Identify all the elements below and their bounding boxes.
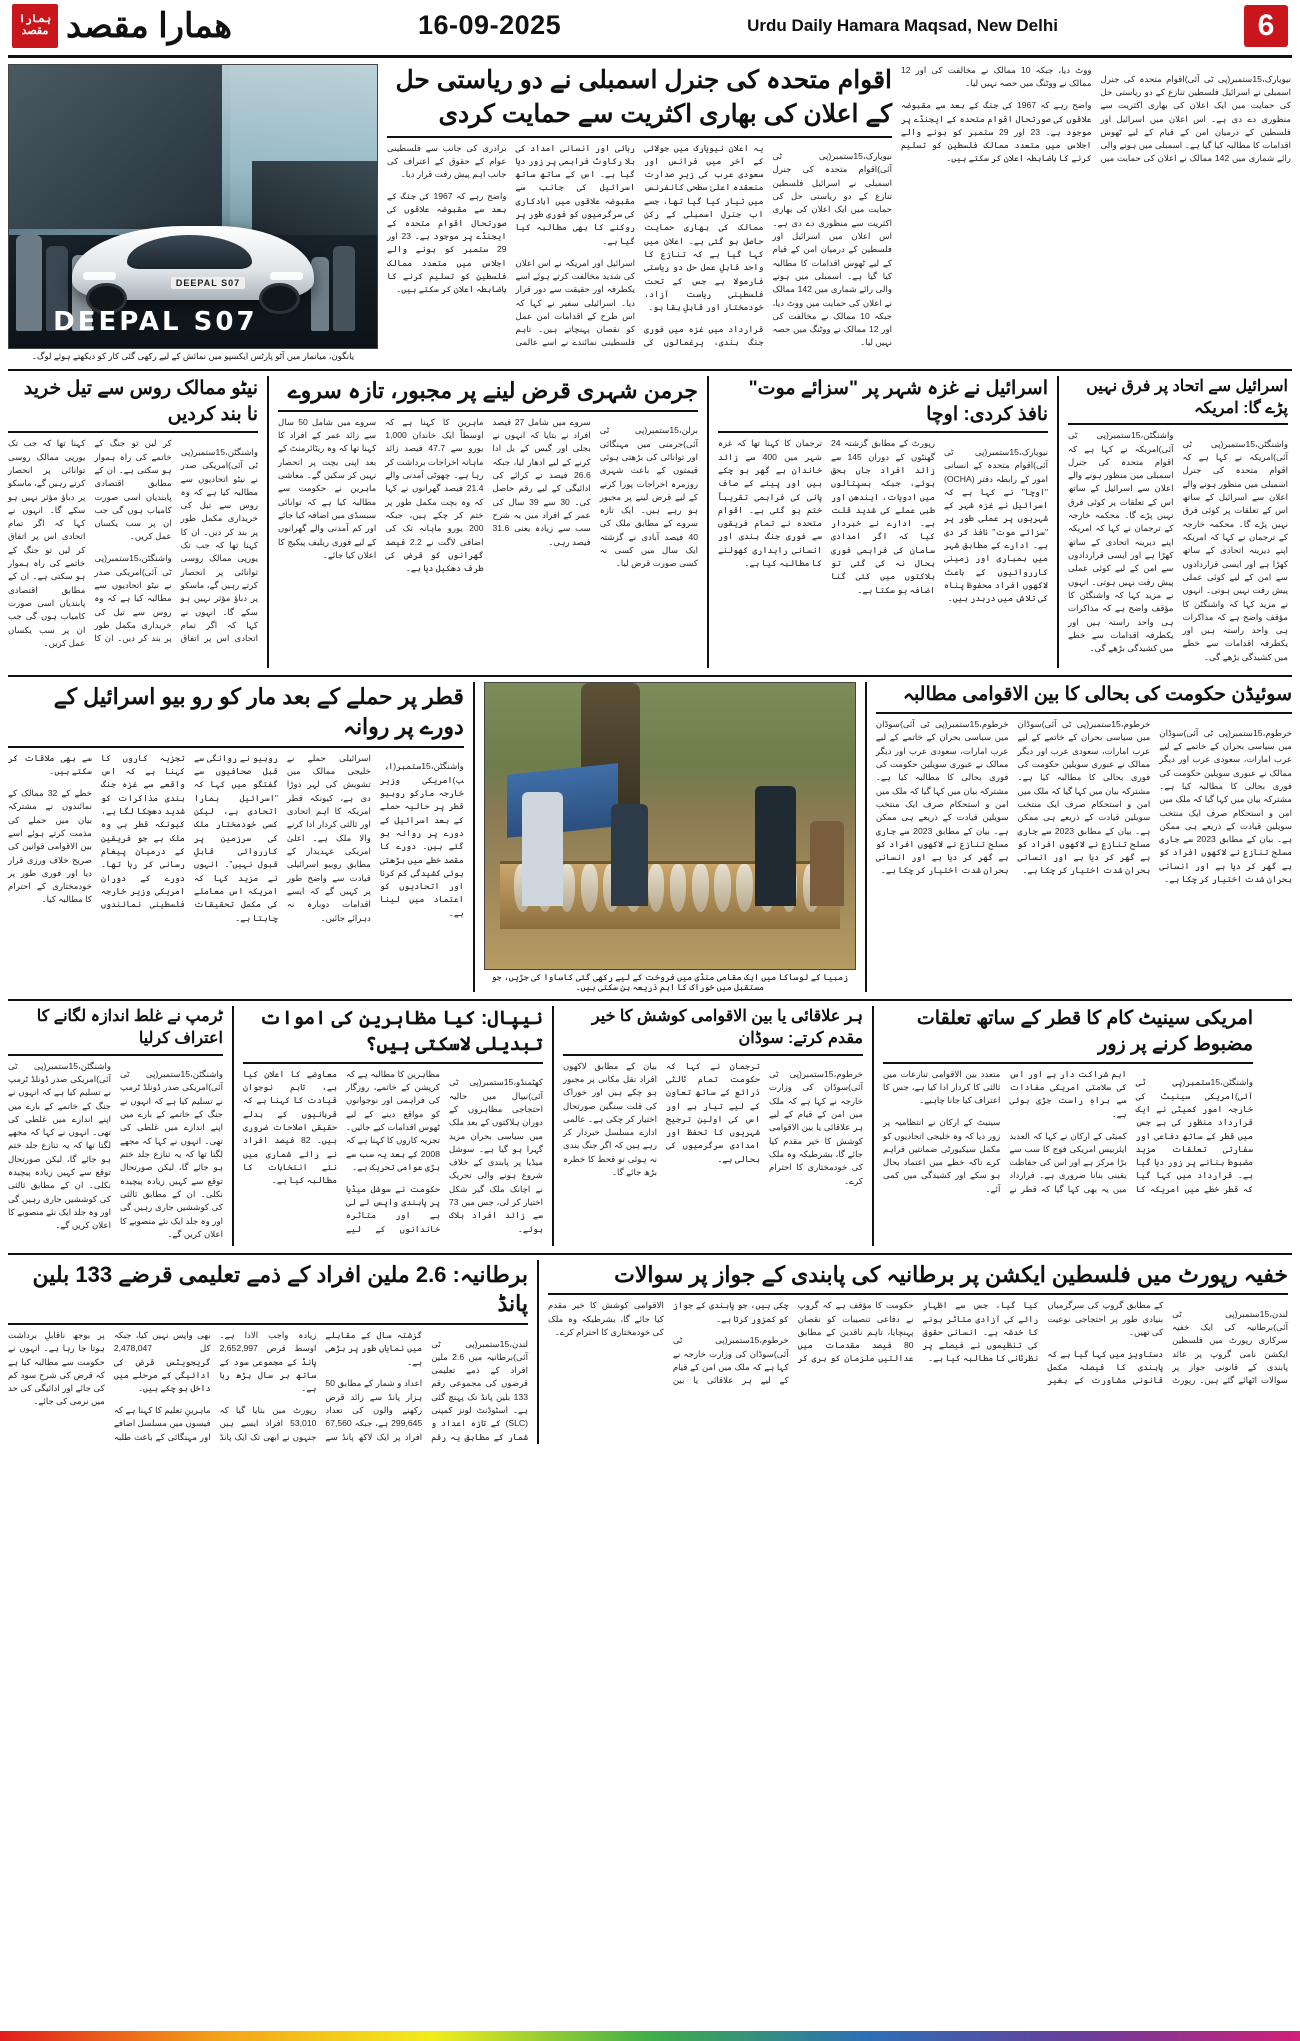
story-trump [8,1006,223,1245]
israel-us-headline: اسرائیل سے اتحاد پر فرق نہیں پڑے گا: امریکہ [1086,378,1288,417]
paragraph: لندن،15ستمبر(پی ٹی آئی)برطانیہ میں 2.6 ملین افراد کے ذمے تعلیمی قرضوں کی مجموعی رقم 133 بلین پانڈ تک پہنچ گئی ہے۔ اسٹوڈنٹ لونز کمپنی (SLC) کے تازہ اعداد و شمار کے مطابق یہ رقم گزشتہ سال کے مقابلے میں نمایاں طور پر بڑھی ہے۔ [325,1329,528,1442]
palestine-action-body [548,1299,1288,1387]
paragraph: اعداد و شمار کے مطابق 50 ہزار پانڈ سے زائد قرض رکھنے والوں کی تعداد 299,645 ہے، جبکہ 67,560 افراد پر ایک لاکھ پانڈ سے زیادہ واجب الادا ہے۔ اوسط قرض 2,652,997 پانڈ کے مجموعی سود کے ساتھ ہر سال بڑھ رہا ہے۔ [219,1329,423,1442]
paragraph: سروے میں شامل 27 فیصد افراد نے بتایا کہ انہوں نے بجلی اور گیس کے بل ادا کرنے کے لیے ادھار لیا، جبکہ 26.6 فیصد نے کرائے کی ادائیگی کے لیے رقم حاصل کی۔ 30 سے 39 سال کی عمر کے افراد میں یہ شرح سب سے زیادہ یعنی 31.6 فیصد رہی۔ [492,416,591,547]
sweden-body [876,718,1292,889]
paragraph: واشنگٹن،15ستمبر(پی ٹی آئی)امریکہ نے کہا ہے کہ اقوام متحدہ کی جنرل اسمبلی میں منظور ہونے والے اعلان سے اسرائیل کے ساتھ اس کے تعلقات پر کوئی فرق نہیں پڑے گا۔ محکمہ خارجہ کے ترجمان نے کہا کہ امریکہ اپنے دیرینہ اتحادی کے ساتھ کھڑا ہے اور ایسی قراردادوں سے امن کے لیے کوئی عملی پیش رفت نہیں ہوتی۔ انہوں نے مزید کہا کہ واشنگٹن کا مؤقف واضح ہے کہ مذاکرات ہی واحد راستہ ہیں اور یکطرفہ اقدامات سے خطے میں کشیدگی بڑھے گی۔ [1068,430,1174,654]
paragraph: خرطوم،15ستمبر(پی ٹی آئی)سوڈان میں سیاسی بحران کے خاتمے کے لیے عرب امارات، سعودی عرب اور دیگر ممالک نے عبوری سویلین حکومت کی فوری بحالی کا مطالبہ کیا ہے۔ مشترکہ بیان میں کہا گیا کہ ملک میں امن و استحکام صرف ایک منتخب سویلین قیادت کے ذریعے ہی ممکن ہے۔ بیان کے مطابق 2023 سے جاری مسلح تنازع نے لاکھوں افراد کو بے گھر کر دیا ہے اور انسانی بحران شدت اختیار کر چکا ہے۔ [875,719,1009,876]
paragraph: قرارداد میں غزہ میں فوری جنگ بندی، یرغمالوں کی رہائی اور انسانی امداد کی بلا رکاوٹ فراہمی پر زور دیا گیا ہے۔ اس کے ساتھ ساتھ اسرائیل کی جانب سے مقبوضہ علاقوں میں آبادکاری کی سرگرمیوں کو فوری طور پر روکنے کا بھی مطالبہ کیا گیا ہے۔ [515,142,764,348]
paragraph: واشنگٹن،15ستمبر(پی ٹی آئی)امریکی صدر نے نیٹو اتحادیوں سے مطالبہ کیا ہے کہ وہ روس سے تیل کی خریداری مکمل طور پر بند کر دیں۔ ان کا کہنا تھا کہ جب تک یورپی ممالک روسی توانائی پر انحصار کرتے رہیں گے، ماسکو پر دباؤ مؤثر نہیں ہو سکے گا۔ انہوں نے کہا کہ اگر تمام اتحادی اس پر اتفاق کر لیں تو جنگ کے خاتمے کی راہ ہموار ہو سکتی ہے۔ ان کے مطابق اقتصادی پابندیاں اسی صورت کامیاب ہوں گی جب ان پر سب یکساں عمل کریں۔ [94,438,258,644]
sweden-headline: سوئیڈن حکومت کی بحالی کا بین الاقوامی مطالبہ [902,684,1293,706]
lead-headline: اقوام متحدہ کی جنرل اسمبلی نے دو ریاستی حل کے اعلان کی بھاری اکثریت سے حمایت کردی [395,66,892,128]
paragraph: واشنگٹن،15ستمبر(ایپ)امریکی وزیر خارجہ مارکو روبیو قطر پر حالیہ حملے کے بعد اسرائیل کے دورے پر روانہ ہو گئے ہیں۔ دورے کا مقصد خطے میں بڑھتی ہوئی کشیدگی کم کرنا اور اتحادیوں کو اعتماد میں لینا ہے۔ [379,761,464,918]
masthead [8,0,1292,58]
lead-photo-column [8,64,378,362]
german-loans-body [278,416,698,576]
israel-us-body [1068,429,1288,668]
story-britain-loans [8,1260,528,1444]
paragraph: حکومت نے سوشل میڈیا پر پابندی واپس لے لی ہے اور متاثرہ خاندانوں کے لیے معاوضے کا اعلان کیا ہے، تاہم نوجوان قیادت کا کہنا ہے کہ قربانیوں کے بدلے حقیقی اصلاحات ضروری ہیں۔ 82 فیصد افراد نے رائے شماری میں نئے انتخابات کا مطالبہ کیا ہے۔ [243,1068,440,1234]
paragraph: یہ اعلان نیویارک میں جولائی کے آخر میں فرانس اور سعودی عرب کی زیرِ صدارت منعقدہ اعلیٰ سطحی کانفرنس میں تیار کیا گیا تھا، جسے اب جنرل اسمبلی کے رکن ممالک کی بھاری حمایت حاصل ہو گئی ہے۔ اعلان میں کہا گیا ہے کہ تنازع کا واحد قابلِ عمل حل دو ریاستی فارمولا ہے جس کے تحت فلسطینی ریاست آزاد، خودمختار اور قابلِ بقا ہو۔ [644,142,764,313]
paragraph: خرطوم،15ستمبر(پی ٹی آئی)سوڈان کی وزارت خارجہ نے کہا ہے کہ ملک میں امن کے قیام کے لیے ہر علاقائی یا بین الاقوامی کوشش کا خیر مقدم کیا جائے گا، بشرطیکہ وہ ملک کی خودمختاری کا احترام کرے۔ [769,1069,863,1186]
story-nato-oil [8,376,258,668]
story-sudan [563,1006,863,1245]
nato-oil-headline: نیٹو ممالک روس سے تیل خرید نا بند کردیں [23,378,258,425]
paragraph: رپورٹ میں بتایا گیا کہ 53,010 افراد ایسے ہیں جنہوں نے ابھی تک ایک پانڈ بھی واپس نہیں کیا، جبکہ کل 2,478,047 گریجویٹس قرض کی ادائیگی کے مرحلے میں داخل ہو چکے ہیں۔ [113,1329,317,1442]
trump-body [8,1060,223,1246]
lead-story [387,64,892,362]
story-sweden-un [876,682,1292,992]
story-israel-us [1068,376,1288,668]
qatar-headline: قطر پر حملے کے بعد مار کو رو بیو اسرائیل کے دورے پر روانہ [53,684,464,740]
nepal-headline: نیپال: کیا مظاہرین کی اموات تبدیلی لاسکتی ہیں؟ [259,1008,543,1056]
issue-date: 16-09-2025 [418,10,562,40]
car-plate: DEEPAL S07 [171,277,245,289]
paragraph: بیان کے مطابق لاکھوں افراد نقل مکانی پر مجبور ہو چکے ہیں اور خوراک کی قلت سنگین صورتحال اختیار کر چکی ہے۔ عالمی ادارے مسلسل خبردار کر رہے ہیں کہ اگر جنگ بندی نہ ہوئی تو قحط کا خطرہ بڑھ جائے گا۔ [563,1060,657,1178]
logo-wordmark: همارا مقصد [66,6,232,45]
us-senate-headline: امریکی سینیٹ کام کا قطر کے ساتھ تعلقات مضبوط کرنے پر زور [916,1008,1253,1056]
fourth-band [8,1006,1292,1245]
paragraph: نیویارک،15ستمبر(پی ٹی آئی)اقوام متحدہ کی جنرل اسمبلی نے اسرائیل فلسطین تنازع کے دو ریاستی حل کی حمایت میں ایک اعلان کی بھاری اکثریت سے منظوری دے دی ہے۔ اس اعلان میں اسرائیل اور فلسطین کے درمیان امن کے قیام کے لیے ٹھوس اقدامات کا مطالبہ کیا گیا ہے۔ اسمبلی میں ہونے والی رائے شماری میں 142 ممالک نے اعلان کی حمایت میں ووٹ دیا، جبکہ 10 ممالک نے مخالفت کی اور 12 ممالک نے ووٹنگ میں حصہ نہیں لیا۔ [901,65,1291,164]
paragraph: واشنگٹن،15ستمبر(پی ٹی آئی)امریکی صدر ڈونلڈ ٹرمپ نے تسلیم کیا ہے کہ انہوں نے جنگ کے خاتمے کے بارے میں اپنے اندازے میں غلطی کی تھی۔ انہوں نے کہا کہ مجھے لگتا تھا کہ یہ تنازع جلد ختم ہو جائے گا، لیکن صورتحال توقع سے کہیں زیادہ پیچیدہ نکلی۔ ان کے مطابق ثالثی کی کوششیں جاری رہیں گی اور وہ جلد ایک نئے منصوبے کا اعلان کریں گے۔ [120,1069,223,1239]
page-number: 6 [1244,5,1288,47]
paragraph: واشنگٹن،15ستمبر(پی ٹی آئی)امریکہ نے کہا ہے کہ اقوام متحدہ کی جنرل اسمبلی میں منظور ہونے والے اعلان سے اسرائیل کے ساتھ اس کے تعلقات پر کوئی فرق نہیں پڑے گا۔ محکمہ خارجہ کے ترجمان نے کہا کہ امریکہ اپنے دیرینہ اتحادی کے ساتھ کھڑا ہے اور ایسی قراردادوں سے امن کے لیے کوئی عملی پیش رفت نہیں ہوتی۔ انہوں نے مزید کہا کہ واشنگٹن کا مؤقف واضح ہے کہ مذاکرات ہی واحد راستہ ہیں اور یکطرفہ اقدامات سے خطے میں کشیدگی بڑھے گی۔ [1182,438,1288,662]
paragraph: حکومت کا مؤقف ہے کہ گروپ نے دفاعی تنصیبات کو نقصان پہنچایا، تاہم ناقدین کے مطابق 80 فیصد مقدمات میں عدالتیں ملزمان کو بری کر چکی ہیں، جو پابندی کے جواز کو کمزور کرتا ہے۔ [672,1300,914,1364]
story-us-senate-qatar [883,1006,1253,1245]
photo-market-caption: زمبیا کے لوساکا میں ایک مقامی منڈی میں فروخت کے لیے رکھی گئی کاساوا کی جڑیں، جو مستقبل میں خوراک کا اہم ذریعہ بن سکتی ہیں۔ [491,972,849,993]
paragraph: برلن،15ستمبر(پی ٹی آئی)جرمنی میں مہنگائی اور توانائی کی بڑھتی ہوئی قیمتوں کے باعث شہری روزمرہ اخراجات پورا کرنے کے لیے قرض لینے پر مجبور ہو رہے ہیں۔ ایک تازہ سروے کے مطابق ملک کی 40 فیصد آبادی نے گزشتہ ایک سال میں کسی نہ کسی صورت قرض لیا۔ [599,425,698,569]
paragraph: واضح رہے کہ 1967 کی جنگ کے بعد سے مقبوضہ علاقوں کی صورتحال اقوام متحدہ کے ایجنڈے پر موجود ہے۔ 23 اور 29 ستمبر کو ہونے والے اجلاس میں متعدد ممالک فلسطین کو تسلیم کرنے کا باضابطہ اعلان کر سکتے ہیں۔ [901,100,1092,164]
paragraph: ترجمان نے کہا کہ حکومت تمام ثالثی ذرائع کے ساتھ تعاون کے لیے تیار ہے اور اس کی اولین ترجیح شہریوں کا تحفظ اور امدادی سرگرمیوں کی بحالی ہے۔ [666,1060,760,1164]
paragraph: خرطوم،15ستمبر(پی ٹی آئی)سوڈان کی وزارت خارجہ نے کہا ہے کہ ملک میں امن کے قیام کے لیے ہر علاقائی یا بین الاقوامی کوشش کا خیر مقدم کیا جائے گا، بشرطیکہ وہ ملک کی خودمختاری کا احترام کرے۔ [548,1300,789,1386]
logo-badge-icon: ہمارا مقصد [12,4,58,48]
nato-oil-body [8,437,258,650]
paragraph: واشنگٹن،15ستمبر(پی ٹی آئی)امریکی صدر ڈونلڈ ٹرمپ نے تسلیم کیا ہے کہ انہوں نے جنگ کے خاتمے کے بارے میں اپنے اندازے میں غلطی کی تھی۔ انہوں نے کہا کہ مجھے لگتا تھا کہ یہ تنازع جلد ختم ہو جائے گا، لیکن صورتحال توقع سے کہیں زیادہ پیچیدہ نکلی۔ ان کے مطابق ثالثی کی کوششیں جاری رہیں گی اور وہ جلد ایک نئے منصوبے کا اعلان کریں گے۔ [8,1060,111,1231]
paragraph: واشنگٹن،15ستمبر(پی ٹی آئی)امریکی صدر نے نیٹو اتحادیوں سے مطالبہ کیا ہے کہ وہ روس سے تیل کی خریداری مکمل طور پر بند کر دیں۔ ان کا کہنا تھا کہ جب تک یورپی ممالک روسی توانائی پر انحصار کرتے رہیں گے، ماسکو پر دباؤ مؤثر نہیں ہو سکے گا۔ انہوں نے کہا کہ اگر تمام اتحادی اس پر اتفاق کر لیں تو جنگ کے خاتمے کی راہ ہموار ہو سکتی ہے۔ ان کے مطابق اقتصادی پابندیاں اسی صورت کامیاب ہوں گی جب ان پر سب یکساں عمل کریں۔ [8,438,172,648]
paragraph: نیویارک،15ستمبر(پی ٹی آئی)اقوام متحدہ کی جنرل اسمبلی نے اسرائیل فلسطین تنازع کے دو ریاستی حل کی حمایت میں ایک اعلان کی بھاری اکثریت سے منظوری دے دی ہے۔ اس اعلان میں اسرائیل اور فلسطین کے درمیان امن کے قیام کے لیے ٹھوس اقدامات کا مطالبہ کیا گیا ہے۔ اسمبلی میں ہونے والی رائے شماری میں 142 ممالک نے اعلان کی حمایت میں ووٹ دیا، جبکہ 10 ممالک نے مخالفت کی اور 12 ممالک نے ووٹنگ میں حصہ نہیں لیا۔ [772,151,892,348]
right-column-top [901,64,1291,362]
britain-loans-body [8,1329,528,1444]
paragraph: تجزیہ کاروں کا کہنا ہے کہ اس واقعے سے غزہ جنگ بندی مذاکرات کو شدید دھچکا لگا ہے، کیونکہ قطر ہی وہ ملک ہے جو فریقین کے درمیان پیغام رسانی کر رہا تھا۔ دورے کے دوران امریکی وزیر خارجہ فلسطینی نمائندوں سے بھی ملاقات کر سکتے ہیں۔ [8,752,185,910]
paragraph: نیویارک،15ستمبر(پی ٹی آئی)اقوام متحدہ کے انسانی امور کے رابطہ دفتر (OCHA) "اوچا" نے کہا ہے کہ اسرائیل نے غزہ شہر کے شہریوں پر عملی طور پر "سزائے موت" نافذ کر دی ہے۔ ادارے کے مطابق شہر میں بمباری اور زمینی کارروائیوں کے باعث لاکھوں افراد محفوظ پناہ کی تلاش میں دربدر ہیں۔ [944,446,1048,604]
britain-loans-headline: برطانیہ: 2.6 ملین افراد کے ذمے تعلیمی قرضے 133 بلین پانڈ [32,1261,528,1317]
story-palestine-action [548,1260,1288,1444]
car-brand-label: DEEPAL S07 [53,306,258,337]
fifth-band [8,1260,1292,1444]
paragraph: ماہرینِ تعلیم کا کہنا ہے کہ فیسوں میں مسلسل اضافے اور مہنگائی کے باعث طلبہ پر بوجھ ناقابلِ برداشت ہوتا جا رہا ہے۔ انہوں نے حکومت سے مطالبہ کیا ہے کہ قرض کی شرحِ سود کم کی جائے اور ادائیگی کی حد میں نرمی کی جائے۔ [8,1329,211,1442]
third-band [8,682,1292,992]
qatar-body [8,752,464,925]
photo-car-caption: یانگون، میانمار میں آٹو پارٹس ایکسپو میں نمائش کے لیے رکھی گئی کار کو دیکھتے ہوئے لوگ۔ [31,351,355,361]
story-gaza-order [718,376,1048,668]
paragraph: اسرائیل اور امریکہ نے اس اعلان کی شدید مخالفت کرتے ہوئے اسے یکطرفہ اور حقیقت سے دور قرار دیا۔ اسرائیلی سفیر نے کہا کہ اس طرح کے اقدامات امن عمل کو نقصان پہنچاتے ہیں۔ تاہم فلسطینی نمائندے نے اسے عالمی برادری کی جانب سے فلسطینی عوام کے حقوق کے اعتراف کی جانب اہم پیش رفت قرار دیا۔ [387,142,635,348]
nepal-body [243,1068,543,1236]
paragraph: واشنگٹن،15ستمبر(پی ٹی آئی)امریکی سینیٹ کی خارجہ امور کمیٹی نے ایک قرارداد منظور کی ہے جس میں قطر کے ساتھ دفاعی اور سفارتی تعلقات مزید مضبوط بنانے پر زور دیا گیا ہے۔ قرارداد میں کہا گیا کہ قطر خطے میں امریکہ کا اہم شراکت دار ہے اور اس کی سلامتی امریکی مفادات سے براہِ راست جڑی ہوئی ہے۔ [1009,1068,1253,1194]
paragraph: دستاویز میں کہا گیا ہے کہ پابندی کا فیصلہ مکمل قانونی مشاورت کے بغیر کیا گیا، جس سے اظہارِ رائے کی آزادی متاثر ہونے کا خدشہ ہے۔ انسانی حقوق کی تنظیموں نے فیصلے پر نظرثانی کا مطالبہ کیا ہے۔ [922,1300,1164,1386]
lead-body [387,142,892,350]
german-loans-headline: جرمن شہری قرض لینے پر مجبور، تازہ سروے [287,378,698,403]
paragraph: ترجمان کا کہنا تھا کہ غزہ شہر میں 400 سے زائد خاندان بے گھر ہو چکے ہیں اور پینے کے صاف پانی کی فراہمی تقریباً ختم ہو گئی ہے۔ اقوام متحدہ نے تمام فریقوں سے فوری جنگ بندی اور انسانی راہداری کھولنے کا مطالبہ کیا ہے۔ [718,438,822,569]
un-assembly-sidebar [901,64,1291,170]
paragraph: اسرائیلی حملے نے خلیجی ممالک میں تشویش کی لہر دوڑا دی ہے، کیونکہ قطر امریکہ کا اہم اتحادی اور ثالثی کردار ادا کرنے والا ملک ہے۔ اعلیٰ امریکی عہدیدار کے مطابق روبیو اسرائیلی قیادت سے واضح طور پر کہیں گے کہ ایسے اقدامات دوبارہ نہ دہرائے جائیں۔ [286,752,371,923]
story-qatar-attack [8,682,464,992]
paragraph: واضح رہے کہ 1967 کی جنگ کے بعد سے مقبوضہ علاقوں کی صورتحال اقوام متحدہ کے ایجنڈے پر موجود ہے۔ 23 اور 29 ستمبر کو ہونے والے اجلاس میں متعدد ممالک فلسطین کو تسلیم کرنے کا باضابطہ اعلان کر سکتے ہیں۔ [387,191,507,295]
sudan-headline: ہر علاقائی یا بین الاقوامی کوشش کا خیر مقدم کرتے: سوڈان [591,1008,863,1047]
gaza-order-body [718,437,1048,605]
paragraph: لندن،15ستمبر(پی ٹی آئی)برطانیہ کی ایک خفیہ سرکاری رپورٹ میں فلسطین ایکشن نامی گروپ پر عائد پابندی کے قانونی جواز پر سوالات اٹھائے گئے ہیں۔ رپورٹ کے مطابق گروپ کی سرگرمیاں بنیادی طور پر احتجاجی نوعیت کی تھیں۔ [1047,1300,1288,1386]
paragraph: سروے میں شامل 50 سال سے زائد عمر کے افراد کا کہنا تھا کہ وہ ریٹائرمنٹ کے بعد اپنی بچت پر انحصار نہیں کر سکیں گے۔ معاشی ماہرین نے حکومت سے مطالبہ کیا ہے کہ توانائی سبسڈی میں اضافہ کیا جائے اور کم آمدنی والے گھرانوں کے لیے فوری ریلیف پیکیج کا اعلان کیا جائے۔ [278,416,377,560]
paragraph: کمیٹی کے ارکان نے کہا کہ العدید ایئربیس امریکی فوج کا سب سے بڑا مرکز ہے اور اس کی حفاظت یقینی بنانا ضروری ہے۔ قرارداد میں یہ بھی کہا گیا کہ قطر نے متعدد بین الاقوامی تنازعات میں ثالثی کا کردار ادا کیا ہے، جس کا اعتراف کیا جانا چاہیے۔ [883,1068,1127,1194]
gaza-order-headline: اسرائیل نے غزہ شہر پر "سزائے موت" نافذ کردی: اوچا [748,378,1048,425]
sudan-body [563,1060,863,1188]
photo-car [8,64,378,349]
masthead-logo [12,4,232,48]
paragraph: روبیو نے روانگی سے قبل صحافیوں سے گفتگو میں کہا کہ "اسرائیل ہمارا اتحادی ہے، لیکن کسی خودمختار ملک کی سرزمین پر کارروائی قابلِ قبول نہیں"۔ انہوں نے مزید کہا کہ امریکہ اس معاملے کی مکمل تحقیقات چاہتا ہے۔ [193,752,278,923]
paragraph: سینیٹ کے ارکان نے انتظامیہ پر زور دیا کہ وہ خلیجی اتحادیوں کو مکمل سیکیورٹی ضمانتیں فراہم کرے تاکہ خطے میں اعتماد بحال ہو سکے اور کشیدگی میں کمی آئے۔ [883,1117,1001,1194]
paragraph: خرطوم،15ستمبر(پی ٹی آئی)سوڈان میں سیاسی بحران کے خاتمے کے لیے عرب امارات، سعودی عرب اور دیگر ممالک نے عبوری سویلین حکومت کی فوری بحالی کا مطالبہ کیا ہے۔ مشترکہ بیان میں کہا گیا کہ ملک میں امن و استحکام صرف ایک منتخب سویلین قیادت کے ذریعے ہی ممکن ہے۔ بیان کے مطابق 2023 سے جاری مسلح تنازع نے لاکھوں افراد کو بے گھر کر دیا ہے اور انسانی بحران شدت اختیار کر چکا ہے۔ [1017,719,1151,876]
us-senate-body [883,1068,1253,1199]
photo-market [484,682,856,970]
second-band [8,376,1292,668]
paragraph: خرطوم،15ستمبر(پی ٹی آئی)سوڈان میں سیاسی بحران کے خاتمے کے لیے عرب امارات، سعودی عرب اور دیگر ممالک نے عبوری سویلین حکومت کی فوری بحالی کا مطالبہ کیا ہے۔ مشترکہ بیان میں کہا گیا کہ ملک میں امن و استحکام صرف ایک منتخب سویلین قیادت کے ذریعے ہی ممکن ہے۔ بیان کے مطابق 2023 سے جاری مسلح تنازع نے لاکھوں افراد کو بے گھر کر دیا ہے اور انسانی بحران شدت اختیار کر چکا ہے۔ [1159,727,1293,885]
paragraph: ماہرین کا کہنا ہے کہ اوسطاً ایک خاندان 1,000 یورو سے 47.7 فیصد زائد ماہانہ اخراجات برداشت کر رہا ہے۔ چھوٹی آمدنی والے 21.4 فیصد گھرانوں نے کہا کہ وہ بچت مکمل طور پر ختم کر چکے ہیں، جبکہ 200 یورو ماہانہ تک کی اضافی لاگت نے 2.2 فیصد گھرانوں کو قرض کی طرف دھکیل دیا ہے۔ [385,416,484,574]
color-bar [0,2031,1300,2041]
top-block [8,64,1292,362]
paragraph: کھٹمنڈو،15ستمبر(پی ٹی آئی)نیپال میں حالیہ احتجاجی مظاہروں کے دوران ہلاکتوں کے بعد ملک میں سیاسی بحران مزید گہرا ہو گیا ہے۔ سوشل میڈیا پر پابندی کے خلاف شروع ہونے والی تحریک نے اچانک ملک گیر شکل اختیار کر لی، جس میں 73 سے زائد افراد ہلاک ہوئے۔ [449,1077,543,1234]
palestine-action-headline: خفیہ رپورٹ میں فلسطین ایکشن پر برطانیہ کی پابندی کے جواز پر سوالات [614,1261,1288,1287]
market-photo-block [484,682,856,992]
paragraph: مظاہرین کا مطالبہ ہے کہ کرپشن کے خاتمے، روزگار کی فراہمی اور نوجوانوں کو مواقع دینے کے لیے ٹھوس اقدامات کیے جائیں۔ تجزیہ کاروں کا کہنا ہے کہ 2008 کے بعد یہ سب سے بڑی عوامی تحریک ہے۔ [346,1068,440,1172]
trump-headline: ٹرمپ نے غلط اندازہ لگانے کا اعتراف کرلیا [36,1008,223,1047]
publication-title: Urdu Daily Hamara Maqsad, New Delhi [747,15,1058,35]
paragraph: رپورٹ کے مطابق گزشتہ 24 گھنٹوں کے دوران 145 سے زائد افراد جاں بحق ہوئے، جبکہ ہسپتالوں میں ادویات، ایندھن اور طبی عملے کی شدید قلت ہے۔ ادارے نے خبردار کیا کہ اگر امدادی سامان کی فراہمی فوری بحال نہ کی گئی تو ہلاکتوں میں کئی گنا اضافہ ہو سکتا ہے۔ [831,438,935,595]
story-german-loans [278,376,698,668]
story-nepal [243,1006,543,1245]
paragraph: خطے کے 32 ممالک کے نمائندوں نے مشترکہ بیان میں حملے کی مذمت کرتے ہوئے اسے بین الاقوامی قوانین کی صریح خلاف ورزی قرار دیا اور فوری طور پر خودمختاری کے احترام کا مطالبہ کیا۔ [8,787,92,905]
